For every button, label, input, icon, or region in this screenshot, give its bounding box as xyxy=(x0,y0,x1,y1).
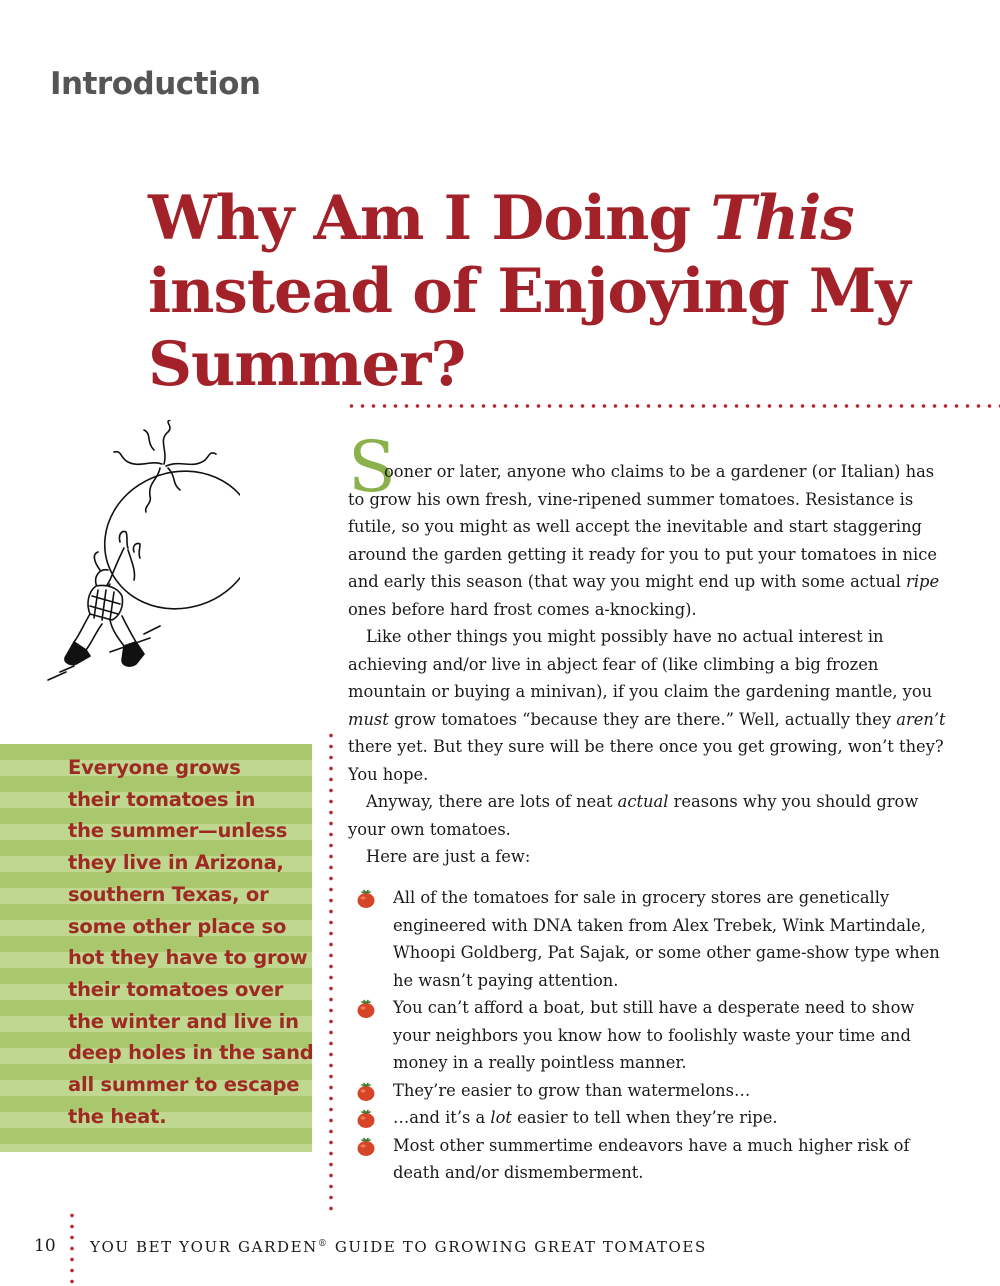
bullet-line xyxy=(393,1104,936,1132)
title-line-2: instead of Enjoying My xyxy=(148,256,910,327)
paragraph-2-line: You hope. xyxy=(348,764,429,784)
tomato-bullet-icon xyxy=(356,1109,376,1129)
paragraph-2-line xyxy=(348,706,946,734)
sidebar-line: deep holes in the sand xyxy=(68,1041,314,1065)
paragraph-4-line: Here are just a few: xyxy=(366,847,531,866)
paragraph-1-line: futile, so you might as well accept the inevitable and start staggering xyxy=(348,517,922,536)
bullet-line: money in a really pointless manner. xyxy=(393,1053,687,1072)
tomato-bullet-icon xyxy=(356,889,376,909)
bullet-item xyxy=(356,994,936,1077)
tomato-bullet-icon xyxy=(356,999,376,1019)
paragraph-2-line: there yet. But they sure will be there once you get growing, won’t they? xyxy=(348,737,944,756)
tomato-bullet-icon xyxy=(356,1137,376,1157)
text-run: and early this season (that way you might end up with some actual xyxy=(348,572,907,591)
bullet-item xyxy=(356,1077,936,1105)
sidebar-line: the winter and live in xyxy=(68,1009,299,1033)
sidebar-line: their tomatoes in xyxy=(68,787,256,811)
paragraph-1-line: to grow his own fresh, vine-ripened summer tomatoes. Resistance is xyxy=(348,489,914,509)
bullet-line: They’re easier to grow than watermelons… xyxy=(393,1080,751,1100)
text-run: grow tomatoes “because they are there.” Well, actually they xyxy=(388,709,897,729)
paragraph-3-line: your own tomatoes. xyxy=(348,819,511,839)
paragraph-2-line: mountain or buying a minivan), if you claim the gardening mantle, you xyxy=(348,682,933,701)
running-head-text: GUIDE TO GROWING GREAT TOMATOES xyxy=(328,1238,707,1256)
emphasis: must xyxy=(348,709,389,729)
paragraph-2-line: Like other things you might possibly have no actual interest in xyxy=(366,627,884,646)
text-run: …and it’s a xyxy=(393,1108,491,1127)
sidebar-line: they live in Arizona, xyxy=(68,851,284,875)
bullet-item xyxy=(356,1104,936,1132)
bullet-line: Whoopi Goldberg, Pat Sajak, or some other game-show type when xyxy=(393,943,940,962)
tomato-bullet-icon xyxy=(356,1082,376,1102)
dotted-divider-vertical xyxy=(328,730,334,1212)
page-number: 10 xyxy=(34,1236,56,1256)
title-text: Why Am I Doing xyxy=(148,183,711,254)
bullet-line: You can’t afford a boat, but still have a desperate need to show xyxy=(393,998,915,1017)
sidebar-callout-text xyxy=(68,752,314,1132)
sidebar-line: southern Texas, or xyxy=(68,882,269,906)
title-line-1 xyxy=(148,182,988,255)
paragraph-3-line xyxy=(348,788,928,816)
sidebar-line: Everyone grows xyxy=(68,756,241,779)
bullet-line: Most other summertime endeavors have a much higher risk of xyxy=(393,1135,910,1155)
emphasis: actual xyxy=(617,792,669,811)
bullet-item xyxy=(356,884,940,994)
running-head-text: YOU BET YOUR GARDEN xyxy=(90,1238,318,1256)
paragraph-1-line: ooner or later, anyone who claims to be a gardener (or Italian) has xyxy=(384,462,935,481)
registered-mark: ® xyxy=(317,1239,329,1249)
bullet-line: All of the tomatoes for sale in grocery stores are genetically xyxy=(393,888,890,907)
man-pushing-tomato-illustration xyxy=(40,420,240,710)
text-run: Anyway, there are lots of neat xyxy=(366,792,618,811)
bullet-item xyxy=(356,1132,936,1187)
bullet-line: your neighbors you know how to foolishly waste your time and xyxy=(393,1025,911,1045)
title-line-3: Summer? xyxy=(148,329,466,400)
sidebar-line: their tomatoes over xyxy=(68,977,284,1001)
body-text xyxy=(348,440,946,871)
paragraph-1-line xyxy=(348,568,940,596)
paragraph-2-line: achieving and/or live in abject fear of (like climbing a big frozen xyxy=(348,654,879,674)
dotted-divider-horizontal xyxy=(346,403,1000,409)
bullet-line: death and/or dismemberment. xyxy=(393,1163,644,1182)
dotted-footer-divider xyxy=(69,1210,75,1286)
title-emphasis: This xyxy=(710,183,854,254)
text-run: reasons why you should grow xyxy=(668,792,919,811)
emphasis: lot xyxy=(490,1108,512,1127)
running-head xyxy=(90,1238,707,1256)
emphasis: ripe xyxy=(906,572,940,591)
bullet-line: engineered with DNA taken from Alex Trebek, Wink Martindale, xyxy=(393,915,926,935)
emphasis: aren’t xyxy=(896,709,946,729)
drop-cap: S xyxy=(348,426,396,508)
section-label: Introduction xyxy=(50,66,261,102)
sidebar-line: hot they have to grow xyxy=(68,946,308,970)
chapter-title xyxy=(148,182,988,401)
sidebar-line: some other place so xyxy=(68,914,287,938)
bullet-line: he wasn’t paying attention. xyxy=(393,970,619,990)
paragraph-1-line: around the garden getting it ready for you to put your tomatoes in nice xyxy=(348,544,937,564)
sidebar-line: all summer to escape xyxy=(68,1073,300,1097)
text-run: easier to tell when they’re ripe. xyxy=(511,1108,778,1127)
bullet-list xyxy=(356,884,940,1187)
paragraph-1-line: ones before hard frost comes a-knocking). xyxy=(348,599,697,619)
sidebar-line: the heat. xyxy=(68,1104,167,1128)
sidebar-line: the summer—unless xyxy=(68,819,288,843)
